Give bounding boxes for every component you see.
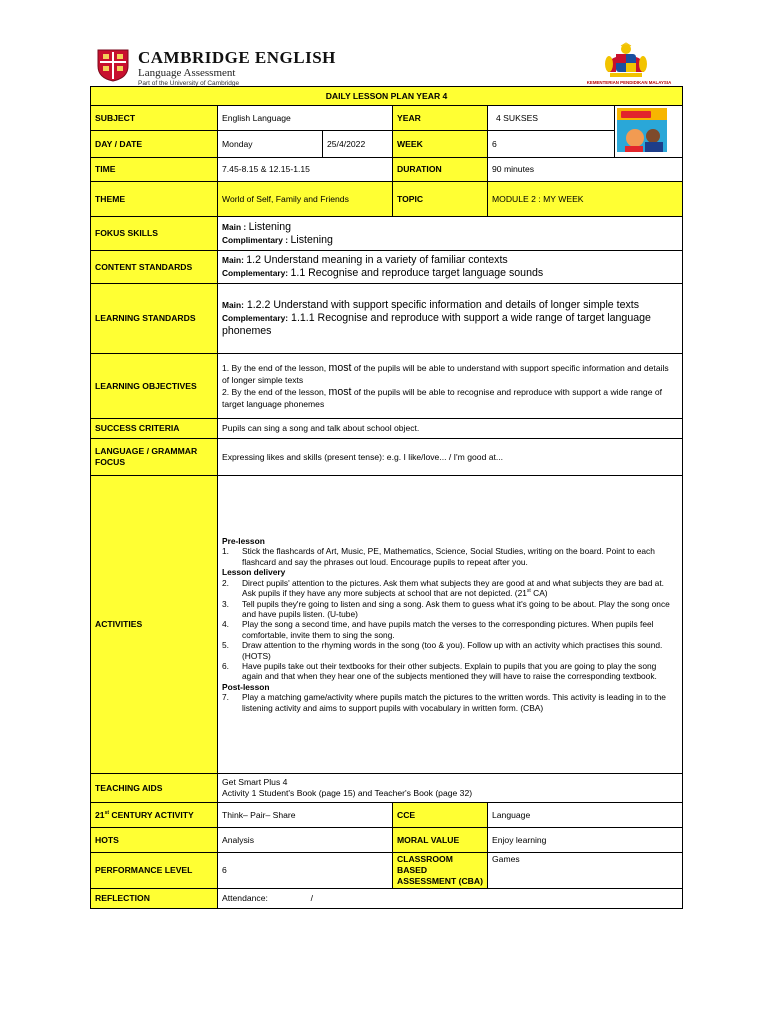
moral-value-label: MORAL VALUE [393,828,488,853]
subject-row [91,106,683,131]
comp-skill: Listening [290,233,333,246]
cambridge-subtitle: Language Assessment [138,67,236,79]
theme-row [91,182,683,217]
time-label: TIME [91,158,218,182]
content-standards-row [91,251,683,284]
cambridge-title: CAMBRIDGE ENGLISH [138,48,336,67]
activity-item [222,661,678,682]
week-label: WEEK [393,131,488,158]
ministry-logo [576,42,676,86]
learning-standards-value [218,284,683,354]
century-label-text: CENTURY ACTIVITY [109,809,194,820]
century-label-superscript: st [104,809,110,816]
objective-2-end: of the pupils will be able to recognise and reproduce with support a wide range of target language phonemes [222,387,663,409]
moral-value: Enjoy learning [488,828,683,853]
fokus-skills-row [91,217,683,251]
activity-text: Stick the flashcards of Art, Music, PE, Mathematics, Science, Social Studies, writing on the board. Point to each flashcard and say the phrases out loud. Encourage pupils to repeat after you. [242,546,655,567]
activity-item [222,578,678,599]
day-label: DAY / DATE [91,131,218,158]
activity-item [222,640,678,661]
learning-objectives-value [218,354,683,419]
century-activity-label [91,803,218,828]
plan-title: DAILY LESSON PLAN YEAR 4 [91,87,683,106]
comp-skill-prefix: Complimentary : [222,234,289,245]
language-focus-row [91,439,683,476]
ministry-label: KEMENTERIAN PENDIDIKAN MALAYSIA [586,80,672,85]
activity-number: 5. [222,640,229,651]
pre-lesson-heading: Pre-lesson [222,535,265,546]
content-comp: 1.1 Recognise and reproduce target language sounds [290,267,544,279]
date-value: 25/4/2022 [323,131,393,158]
attendance-slash: / [310,893,314,903]
activity-number: 1. [222,546,229,557]
subject-label: SUBJECT [91,106,218,131]
objective-1-start: 1. By the end of the lesson, [222,363,327,373]
learning-main-prefix: Main: [222,300,244,310]
content-main: 1.2 Understand meaning in a variety of familiar contexts [246,254,508,266]
teaching-aid-1: Get Smart Plus 4 [222,777,288,787]
fokus-skills-label: FOKUS SKILLS [91,217,218,251]
cba-value: Games [488,853,683,889]
reflection-row [91,889,683,909]
theme-value: World of Self, Family and Friends [218,182,393,217]
language-focus-value: Expressing likes and skills (present tense): e.g. I like/love... / I'm good at... [218,439,683,476]
topic-label: TOPIC [393,182,488,217]
fokus-skills-value [218,217,683,251]
learning-standards-row [91,284,683,354]
learning-comp-prefix: Complementary: [222,313,289,323]
reflection-label: REFLECTION [91,889,218,909]
year-label: YEAR [393,106,488,131]
teaching-aids-row [91,774,683,803]
cce-label: CCE [393,803,488,828]
content-standards-value [218,251,683,284]
main-skill: Listening [248,220,291,233]
teaching-aids-value [218,774,683,803]
objective-1-end: of the pupils will be able to understand with support specific information and details of longer simple texts [222,363,669,385]
objective-2-most: most [328,386,352,398]
theme-label: THEME [91,182,218,217]
activity-number: 7. [222,692,229,703]
content-comp-prefix: Complementary: [222,268,289,278]
page-header [0,0,768,88]
lesson-plan-table [90,86,683,909]
textbook-cover-image [617,108,667,152]
lesson-delivery-heading: Lesson delivery [222,567,286,578]
activities-label: ACTIVITIES [91,476,218,774]
success-criteria-label: SUCCESS CRITERIA [91,419,218,439]
hots-label: HOTS [91,828,218,853]
activity-item [222,619,678,640]
learning-objectives-row [91,354,683,419]
learning-standards-label: LEARNING STANDARDS [91,284,218,354]
activity-text-part: Direct pupils' attention to the pictures. Ask them what subjects they are good at and what subjects they are bad at. Ask pupils if they have any more subjects at school that are not depicted. (21 [242,577,664,599]
cce-value: Language [488,803,683,828]
activity-text: Play the song a second time, and have pupils match the verses to the corresponding pictures. When pupils feel comfortable, invite them to sing the song. [242,619,654,640]
activities-row [91,476,683,774]
activity-number: 2. [222,577,229,588]
teaching-aid-2: Activity 1 Student's Book (page 15) and Teacher's Book (page 32) [222,788,473,798]
main-skill-prefix: Main : [222,221,247,232]
objective-2-start: 2. By the end of the lesson, [222,387,327,397]
activity-number: 6. [222,660,229,671]
content-main-prefix: Main: [222,255,244,265]
cambridge-shield-logo [96,48,130,82]
activity-text: Have pupils take out their textbooks for their other subjects. Explain to pupils that you are going to play the song again and that when they hear one of the subjects mentioned they will have to raise the corresponding textbook. [242,660,657,682]
learning-objectives-label: LEARNING OBJECTIVES [91,354,218,419]
subject-value: English Language [218,106,393,131]
duration-value: 90 minutes [488,158,683,182]
activity-text: Draw attention to the rhyming words in the song (too & you). Follow up with an activity which practises this sound. (HOTS) [242,640,663,661]
textbook-cover-cell [615,106,683,158]
success-criteria-row [91,419,683,439]
day-row [91,131,683,158]
activity-text: Play a matching game/activity where pupils match the pictures to the written words. This activity is leading in to the listening activity and aims to support pupils with vocabulary in written form. (CBA) [242,692,666,713]
learning-main: 1.2.2 Understand with support specific information and details of longer simple texts [246,299,640,311]
activity-text [242,578,678,599]
duration-label: DURATION [393,158,488,182]
content-standards-label: CONTENT STANDARDS [91,251,218,284]
reflection-value [218,889,683,909]
malaysia-crest-icon [576,42,676,80]
activity-number: 4. [222,619,229,630]
post-lesson-heading: Post-lesson [222,681,270,692]
century-activity-value: Think– Pair– Share [218,803,393,828]
topic-value: MODULE 2 : MY WEEK [488,182,683,217]
activity-item [222,692,678,713]
hots-value: Analysis [218,828,393,853]
week-value: 6 [488,131,615,158]
activity-superscript: st [526,588,531,595]
time-row [91,158,683,182]
performance-level-value: 6 [218,853,393,889]
activity-number: 3. [222,598,229,609]
cambridge-tagline: Part of the University of Cambridge [138,80,240,87]
century-row [91,803,683,828]
title-row [91,87,683,106]
activity-text-part: CA) [530,588,548,599]
time-value: 7.45-8.15 & 12.15-1.15 [218,158,393,182]
learning-comp: 1.1.1 Recognise and reproduce with support a wide range of target language phonemes [222,312,651,337]
activity-item [222,599,678,620]
objective-1-most: most [328,362,352,374]
attendance-label: Attendance: [222,893,268,903]
activities-value [218,476,683,774]
cambridge-wordmark [138,49,336,88]
cba-label: CLASSROOM BASED ASSESSMENT (CBA) [393,853,488,889]
day-value: Monday [218,131,323,158]
teaching-aids-label: TEACHING AIDS [91,774,218,803]
hots-row [91,828,683,853]
century-label-number: 21 [95,809,105,820]
performance-level-label: PERFORMANCE LEVEL [91,853,218,889]
activity-item [222,546,678,567]
success-criteria-value: Pupils can sing a song and talk about school object. [218,419,683,439]
activity-text: Tell pupils they're going to listen and sing a song. Ask them to guess what it's going to be about. Play the song once and have pupils listen. (U-tube) [242,598,670,619]
performance-row [91,853,683,889]
year-value: 4 SUKSES [488,106,615,131]
language-focus-label: LANGUAGE / GRAMMAR FOCUS [91,439,218,476]
